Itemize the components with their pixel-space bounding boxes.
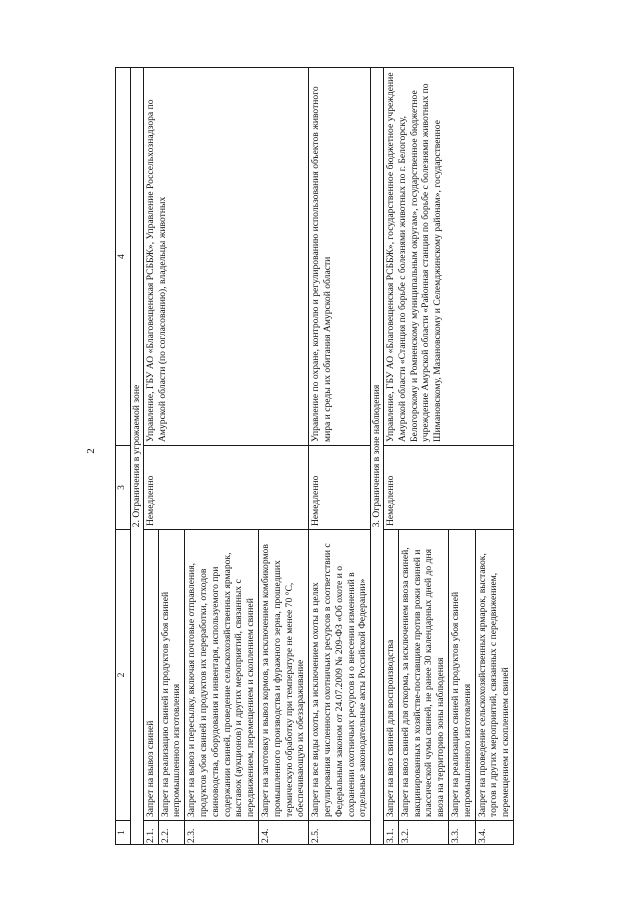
measure-text: Запрет на все виды охоты, за исключением охоты в целях регулирования численности охотничьих ресурсов в соответствии с Федеральным законом от 24.07.2009 № 209-ФЗ «Об охоте и о сохранении охотничьих ресурсов и о внесении изменений в отдельные законодательные акты Российской Федерации»	[309, 530, 371, 821]
measure-text: Запрет на вывоз свиней	[143, 530, 158, 821]
header-row	[116, 68, 131, 845]
row-number: 2.3.	[185, 821, 259, 845]
section-row	[131, 68, 144, 845]
measure-text: Запрет на ввоз свиней для откорма, за исключением ввоза свиней, вакцинированных в хозяйстве-поставщике против рожи свиней и классической чумы свиней, не ранее 30 календарных дней до дня ввоза на территорию зоны наблюдения	[398, 530, 448, 821]
row-number: 2.2.	[158, 821, 185, 845]
term-cell: Немедленно	[309, 446, 371, 530]
column-header: 1	[116, 821, 131, 845]
measure-text: Запрет на вывоз и пересылку, включая почтовые отправления, продуктов убоя свиней и продуктов их переработки, отходов свиноводства, оборудования и инвентаря, используемого при содержании свиней, проведение сельскохозяйственных ярмарок, выставок (аукционов) и других мероприятий, связанных с передвижением, перемещением и скоплением свиней	[185, 530, 259, 821]
table-row	[309, 68, 371, 845]
section-row	[371, 68, 384, 845]
table-row	[383, 68, 398, 845]
section-title: 2. Ограничения в угрожаемой зоне	[131, 68, 144, 845]
measures-table	[115, 67, 514, 845]
document-viewport	[115, 68, 512, 845]
column-header: 2	[116, 530, 131, 821]
section-title: 3. Ограничения в зоне наблюдения	[371, 68, 384, 845]
row-number: 2.5.	[309, 821, 371, 845]
table-row	[143, 68, 158, 845]
row-number: 3.2.	[398, 821, 448, 845]
term-cell: Немедленно	[143, 446, 308, 530]
measure-text: Запрет на заготовку и вывоз кормов, за исключением комбикормов промышленного производства и фуражного зерна, прошедших термическую обработку при температуре не менее 70 °С, обеспечивающую их обеззараживание	[258, 530, 308, 821]
responsible-cell: Управление, ГБУ АО «Благовещенская РСББЖ», Управление Россельхознадзора по Амурской области (по согласованию), владельцы животных	[143, 68, 308, 446]
measure-text: Запрет на реализацию свиней и продуктов убоя свиней непромышленного изготовления	[448, 530, 475, 821]
page-number: 2	[84, 448, 97, 454]
measure-text: Запрет на реализацию свиней и продуктов убоя свиней непромышленного изготовления	[158, 530, 185, 821]
measure-text: Запрет на проведение сельскохозяйственных ярмарок, выставок, торгов и других мероприятий, связанных с передвижением, перемещением и скоплением свиней	[475, 530, 513, 821]
term-cell: Немедленно	[383, 446, 513, 530]
row-number: 2.1.	[143, 821, 158, 845]
responsible-cell: Управление по охране, контролю и регулированию использования объектов животного мира и среды их обитания Амурской области	[309, 68, 371, 446]
column-header: 4	[116, 68, 131, 446]
row-number: 3.4.	[475, 821, 513, 845]
responsible-cell: Управление, ГБУ АО «Благовещенская РСББЖ», государственное бюджетное учреждение Амурской области «Станция по борьбе с болезнями животных по г. Белогорску, Белогорскому и Ромненскому муниципальным округам», государственное бюджетное учреждение Амурской области «Районная станция по борьбе с болезнями животных по Шимановскому, Мазановскому и Селемджинскому районам», государственное	[383, 68, 513, 446]
row-number: 3.1.	[383, 821, 398, 845]
measure-text: Запрет на ввоз свиней для воспроизводства	[383, 530, 398, 821]
rotated-table-container	[115, 68, 512, 845]
row-number: 2.4.	[258, 821, 308, 845]
row-number: 3.3.	[448, 821, 475, 845]
column-header: 3	[116, 446, 131, 530]
